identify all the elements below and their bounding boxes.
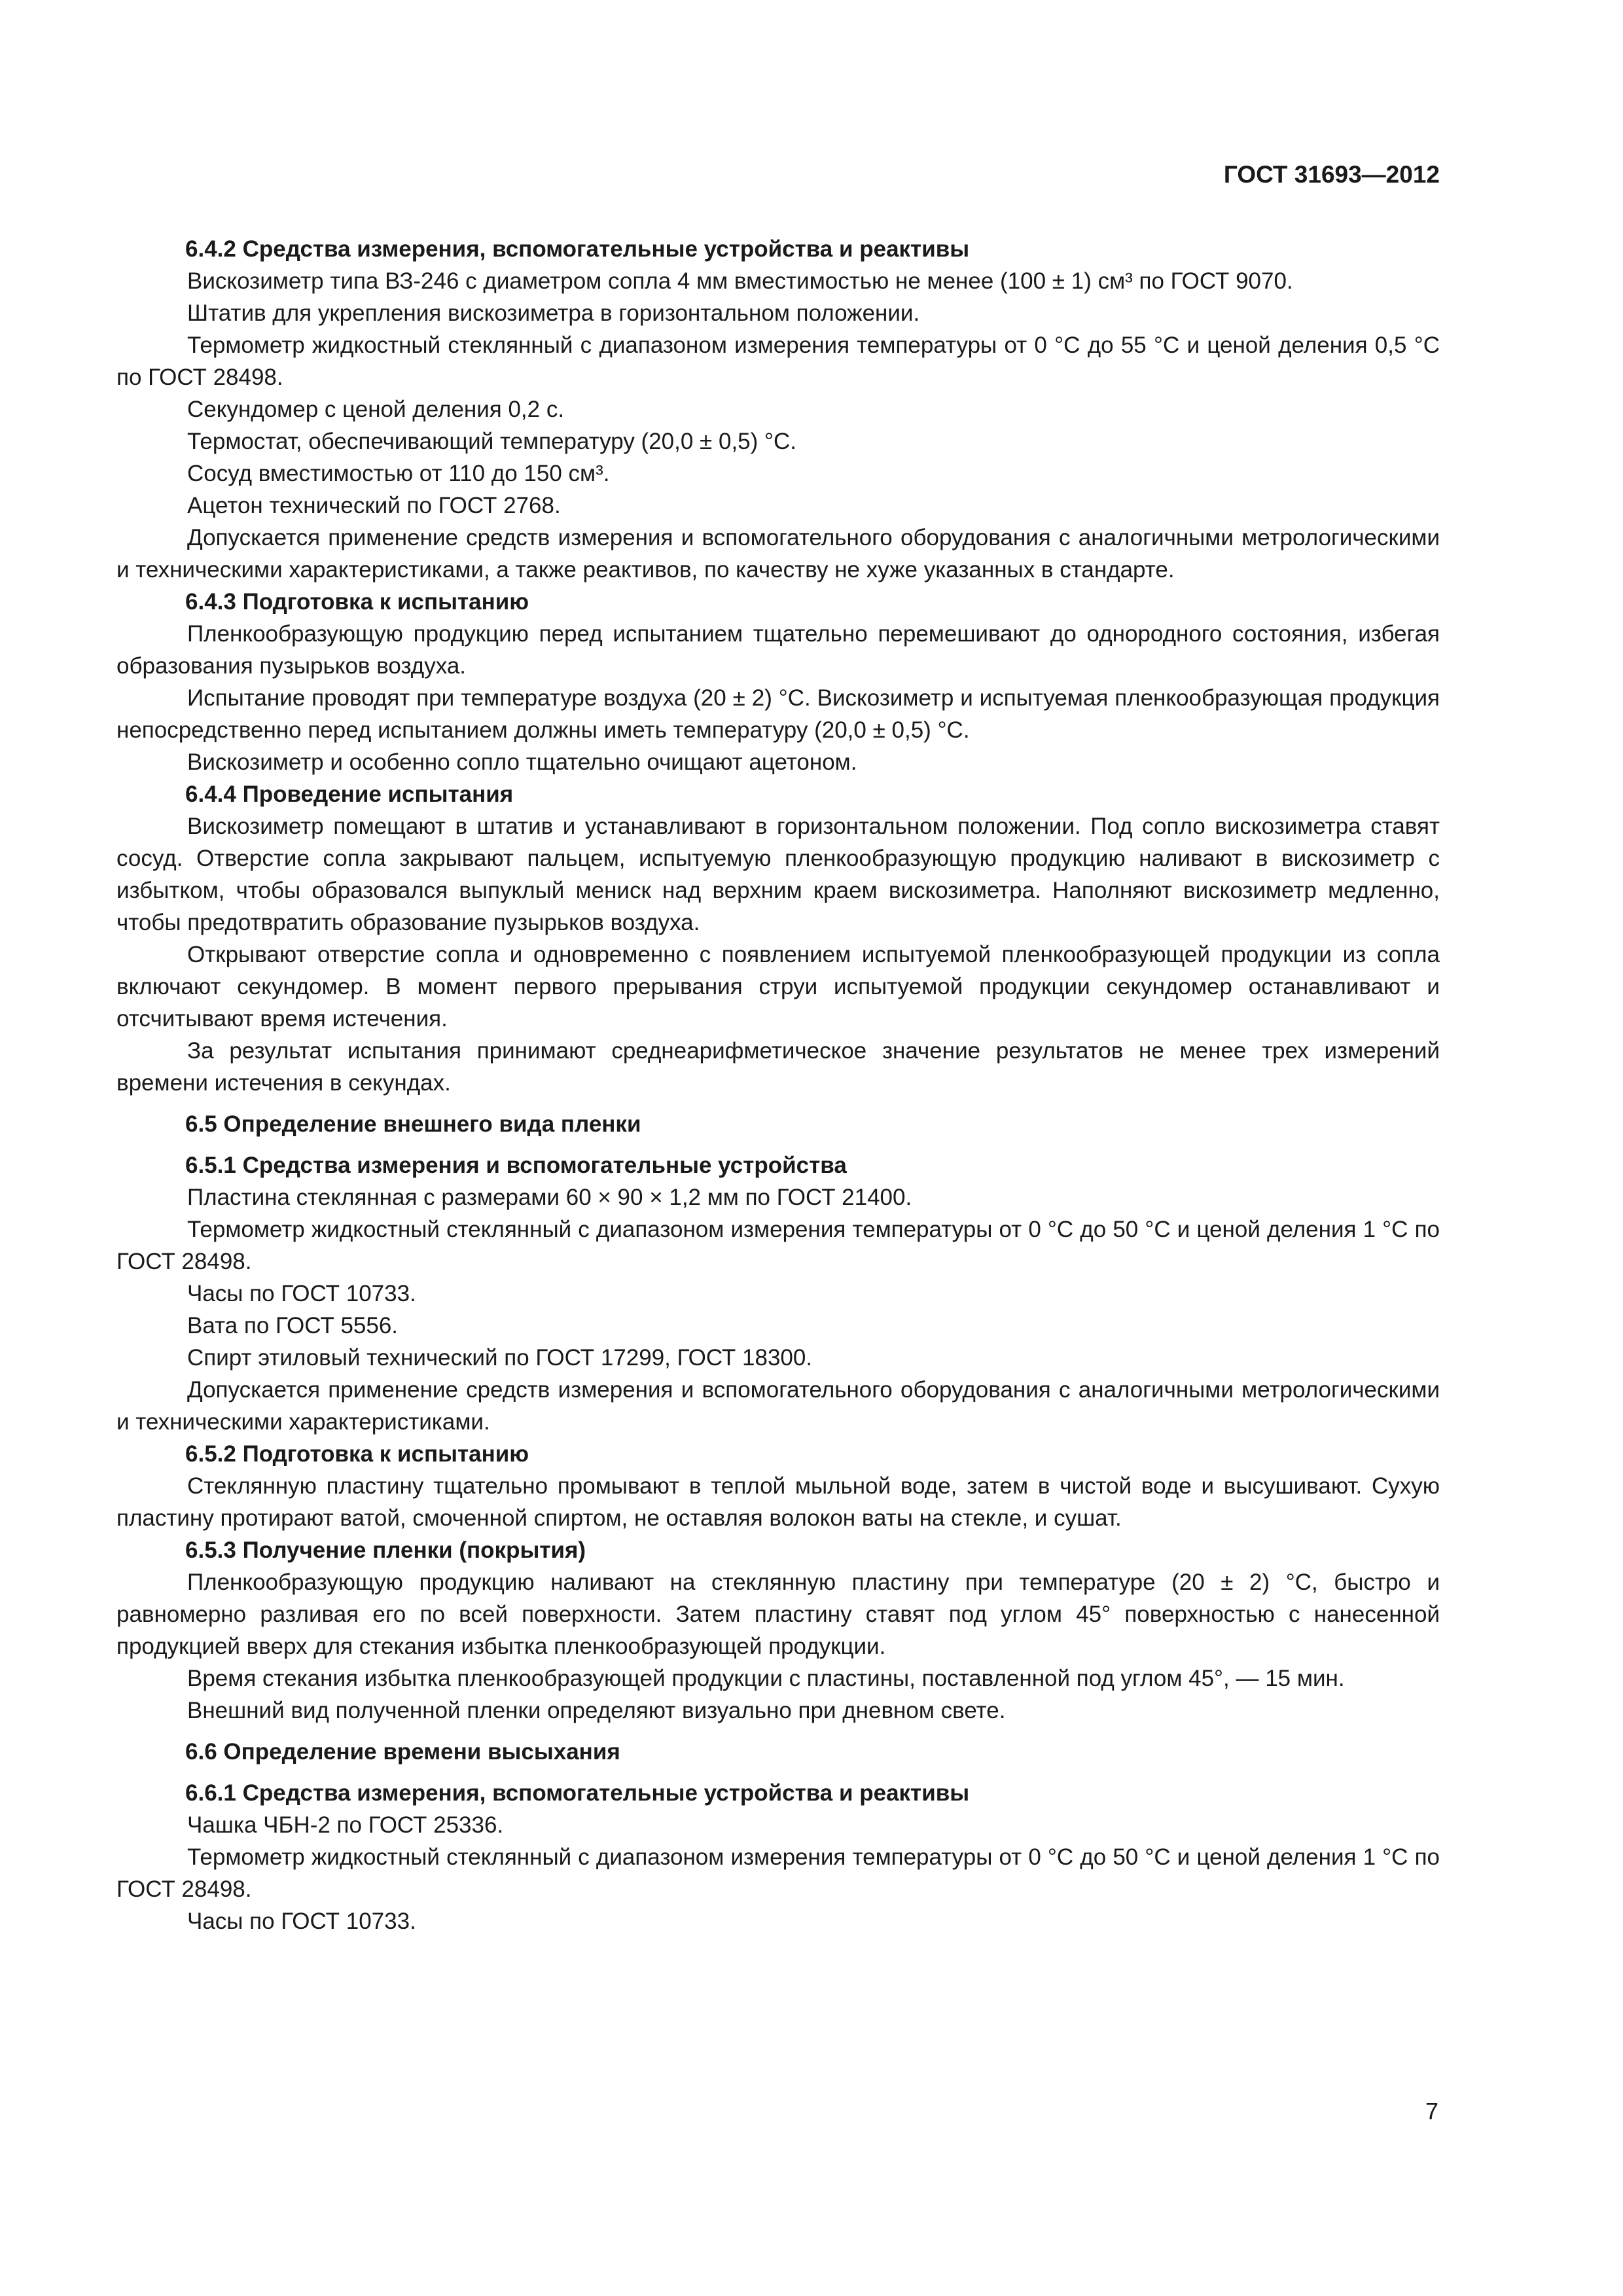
- paragraph: Термостат, обеспечивающий температуру (20,0 ± 0,5) °С.: [187, 429, 797, 454]
- page-number: 7: [1425, 2098, 1438, 2125]
- section-heading: 6.4.4 Проведение испытания: [185, 781, 514, 807]
- paragraph: Штатив для укрепления вискозиметра в горизонтальном положении.: [187, 300, 920, 326]
- section-heading: 6.4.2 Средства измерения, вспомогательные устройства и реактивы: [185, 236, 970, 262]
- paragraph: Вискозиметр помещают в штатив и устанавливают в горизонтальном положении. Под сопло вискозиметра ставят сосуд. Отверстие сопла закрывают пальцем, испытуемую пленкообразующую продукцию наливают в вискозиметр с избытком, чтобы образовался выпуклый мениск над верхним краем вискозиметра. Наполняют вискозиметр медленно, чтобы предотвратить образование пузырьков воздуха.: [116, 814, 1440, 935]
- paragraph: Допускается применение средств измерения и вспомогательного оборудования с аналогичными метрологическими и техническими характеристиками.: [116, 1377, 1440, 1435]
- paragraph: За результат испытания принимают среднеарифметическое значение результатов не менее трех измерений времени истечения в секундах.: [116, 1038, 1440, 1096]
- paragraph: Спирт этиловый технический по ГОСТ 17299, ГОСТ 18300.: [187, 1345, 813, 1371]
- paragraph: Внешний вид полученной пленки определяют визуально при дневном свете.: [187, 1698, 1006, 1723]
- paragraph: Термометр жидкостный стеклянный с диапазоном измерения температуры от 0 °С до 50 °С и ценой деления 1 °С по ГОСТ 28498.: [116, 1844, 1440, 1902]
- paragraph: Сосуд вместимостью от 110 до 150 см³.: [187, 461, 610, 486]
- section-heading: 6.5.1 Средства измерения и вспомогательные устройства: [185, 1153, 847, 1178]
- body-text: [116, 233, 1440, 1937]
- paragraph: Пластина стеклянная с размерами 60 × 90 × 1,2 мм по ГОСТ 21400.: [187, 1185, 912, 1210]
- paragraph: Вата по ГОСТ 5556.: [187, 1313, 399, 1338]
- paragraph: Часы по ГОСТ 10733.: [187, 1909, 416, 1934]
- paragraph: Термометр жидкостный стеклянный с диапазоном измерения температуры от 0 °С до 50 °С и ценой деления 1 °С по ГОСТ 28498.: [116, 1217, 1440, 1274]
- section-heading: 6.6 Определение времени высыхания: [185, 1739, 620, 1765]
- paragraph: Испытание проводят при температуре воздуха (20 ± 2) °С. Вискозиметр и испытуемая пленкообразующая продукция непосредственно перед испытанием должны иметь температуру (20,0 ± 0,5) °С.: [116, 685, 1440, 743]
- section-heading: 6.5.2 Подготовка к испытанию: [185, 1441, 529, 1467]
- paragraph: Вискозиметр и особенно сопло тщательно очищают ацетоном.: [187, 749, 857, 775]
- paragraph: Время стекания избытка пленкообразующей продукции с пластины, поставленной под углом 45°, — 15 мин.: [187, 1666, 1345, 1691]
- paragraph: Термометр жидкостный стеклянный с диапазоном измерения температуры от 0 °С до 55 °С и ценой деления 0,5 °С по ГОСТ 28498.: [116, 332, 1440, 390]
- paragraph: Секундомер с ценой деления 0,2 с.: [187, 397, 565, 422]
- paragraph: Пленкообразующую продукцию наливают на стеклянную пластину при температуре (20 ± 2) °С, быстро и равномерно разливая его по всей поверхности. Затем пластину ставят под углом 45° поверхностью с нанесенной продукцией вверх для стекания избытка пленкообразующей продукции.: [116, 1570, 1440, 1659]
- section-heading: 6.4.3 Подготовка к испытанию: [185, 589, 529, 615]
- paragraph: Допускается применение средств измерения и вспомогательного оборудования с аналогичными метрологическими и техническими характеристиками, а также реактивов, по качеству не хуже указанных в стандарте.: [116, 525, 1440, 583]
- section-heading: 6.5 Определение внешнего вида пленки: [185, 1111, 641, 1137]
- paragraph: Открывают отверстие сопла и одновременно с появлением испытуемой пленкообразующей продукции из сопла включают секундомер. В момент первого прерывания струи испытуемой продукции секундомер останавливают и отсчитывают время истечения.: [116, 942, 1440, 1031]
- paragraph: Вискозиметр типа ВЗ-246 с диаметром сопла 4 мм вместимостью не менее (100 ± 1) см³ по ГОСТ 9070.: [187, 268, 1293, 294]
- section-heading: 6.6.1 Средства измерения, вспомогательные устройства и реактивы: [185, 1780, 970, 1806]
- paragraph: Ацетон технический по ГОСТ 2768.: [187, 493, 561, 518]
- paragraph: Чашка ЧБН-2 по ГОСТ 25336.: [187, 1812, 504, 1838]
- paragraph: Часы по ГОСТ 10733.: [187, 1281, 416, 1306]
- paragraph: Пленкообразующую продукцию перед испытанием тщательно перемешивают до однородного состояния, избегая образования пузырьков воздуха.: [116, 621, 1440, 679]
- document-id: ГОСТ 31693—2012: [1223, 161, 1440, 188]
- section-heading: 6.5.3 Получение пленки (покрытия): [185, 1537, 586, 1563]
- paragraph: Стеклянную пластину тщательно промывают в теплой мыльной воде, затем в чистой воде и высушивают. Сухую пластину протирают ватой, смоченной спиртом, не оставляя волокон ваты на стекле, и сушат.: [116, 1473, 1440, 1531]
